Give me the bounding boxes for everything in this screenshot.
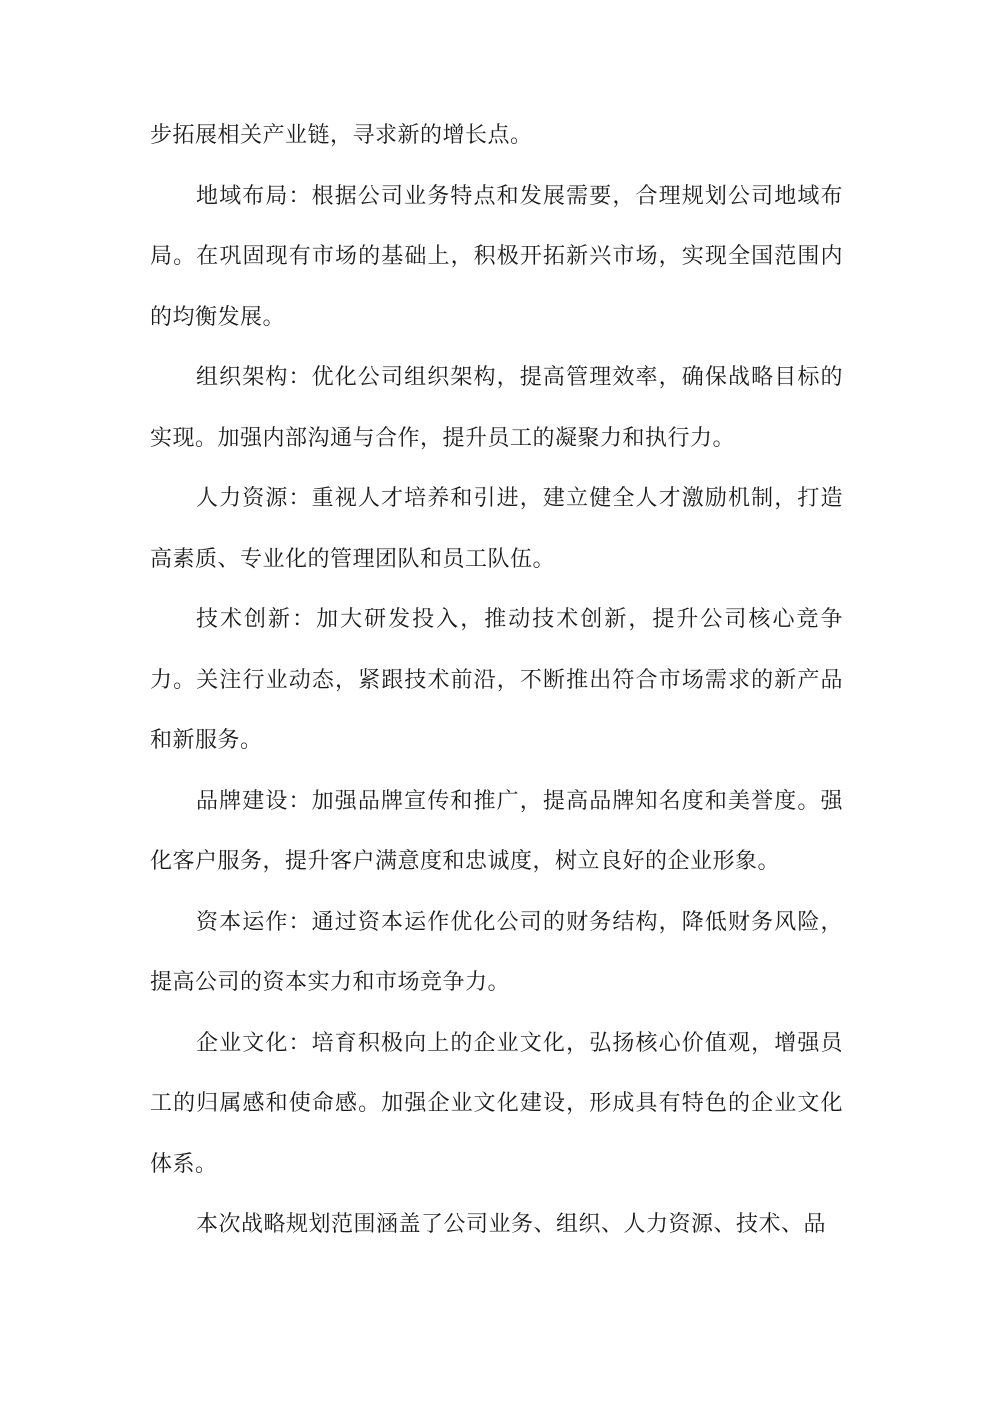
paragraph-planning-scope: 本次战略规划范围涵盖了公司业务、组织、人力资源、技术、品 — [196, 1212, 827, 1237]
paragraph-brand-building: 品牌建设：加强品牌宣传和推广，提高品牌知名度和美誉度。强化客户服务，提升客户满意度和忠诚度，树立良好的企业形象。 — [150, 788, 843, 874]
document-body — [150, 106, 843, 1256]
paragraph-human-resources: 人力资源：重视人才培养和引进，建立健全人才激励机制，打造高素质、专业化的管理团队和员工队伍。 — [150, 486, 843, 572]
paragraph-capital-operation: 资本运作：通过资本运作优化公司的财务结构，降低财务风险，提高公司的资本实力和市场竞争力。 — [150, 909, 843, 995]
paragraph-corporate-culture: 企业文化：培育积极向上的企业文化，弘扬核心价值观，增强员工的归属感和使命感。加强企业文化建设，形成具有特色的企业文化体系。 — [150, 1030, 843, 1177]
paragraph-technology-innovation: 技术创新：加大研发投入，推动技术创新，提升公司核心竞争力。关注行业动态，紧跟技术前沿，不断推出符合市场需求的新产品和新服务。 — [150, 607, 843, 753]
paragraph-regional-layout: 地域布局：根据公司业务特点和发展需要，合理规划公司地域布局。在巩固现有市场的基础上，积极开拓新兴市场，实现全国范围内的均衡发展。 — [150, 183, 843, 330]
paragraph-continuation: 步拓展相关产业链，寻求新的增长点。 — [150, 123, 533, 148]
paragraph-organization-structure: 组织架构：优化公司组织架构，提高管理效率，确保战略目标的实现。加强内部沟通与合作，提升员工的凝聚力和执行力。 — [150, 365, 843, 451]
